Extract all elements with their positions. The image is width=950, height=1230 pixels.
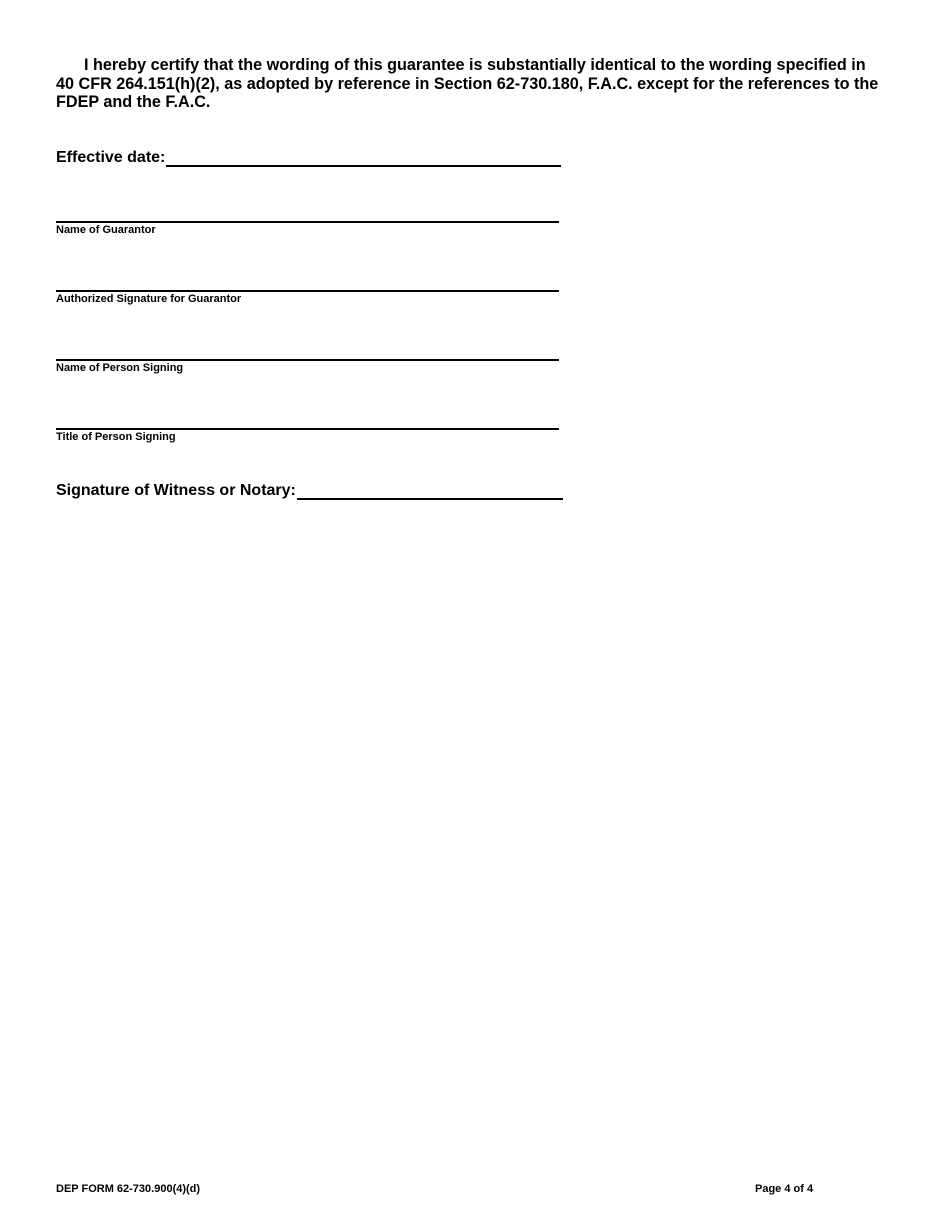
authorized-signature-label: Authorized Signature for Guarantor: [56, 293, 242, 305]
effective-date-label: Effective date:: [56, 149, 166, 166]
guarantor-name-label: Name of Guarantor: [56, 224, 156, 236]
person-title-label: Title of Person Signing: [56, 431, 176, 443]
person-title-blank[interactable]: [56, 428, 559, 430]
guarantor-name-block: [56, 221, 559, 237]
authorized-signature-block: [56, 290, 559, 306]
page-indicator: Page 4 of 4: [755, 1183, 814, 1195]
guarantor-name-blank[interactable]: [56, 221, 559, 223]
authorized-signature-blank[interactable]: [56, 290, 559, 292]
person-title-block: [56, 428, 559, 444]
witness-field: [56, 482, 563, 500]
witness-label: Signature of Witness or Notary:: [56, 482, 296, 499]
effective-date-blank[interactable]: [166, 149, 561, 167]
person-name-blank[interactable]: [56, 359, 559, 361]
effective-date-field: [56, 149, 561, 167]
person-name-block: [56, 359, 559, 375]
person-name-label: Name of Person Signing: [56, 362, 184, 374]
witness-signature-blank[interactable]: [297, 482, 563, 500]
certification-paragraph: I hereby certify that the wording of this guarantee is substantially identical to the wording specified in 40 CFR 264.151(h)(2), as adopted by reference in Section 62-730.180, F.A.C. except for the references to the FDEP and the F.A.C.: [56, 56, 879, 111]
form-number: DEP FORM 62-730.900(4)(d): [56, 1183, 201, 1195]
